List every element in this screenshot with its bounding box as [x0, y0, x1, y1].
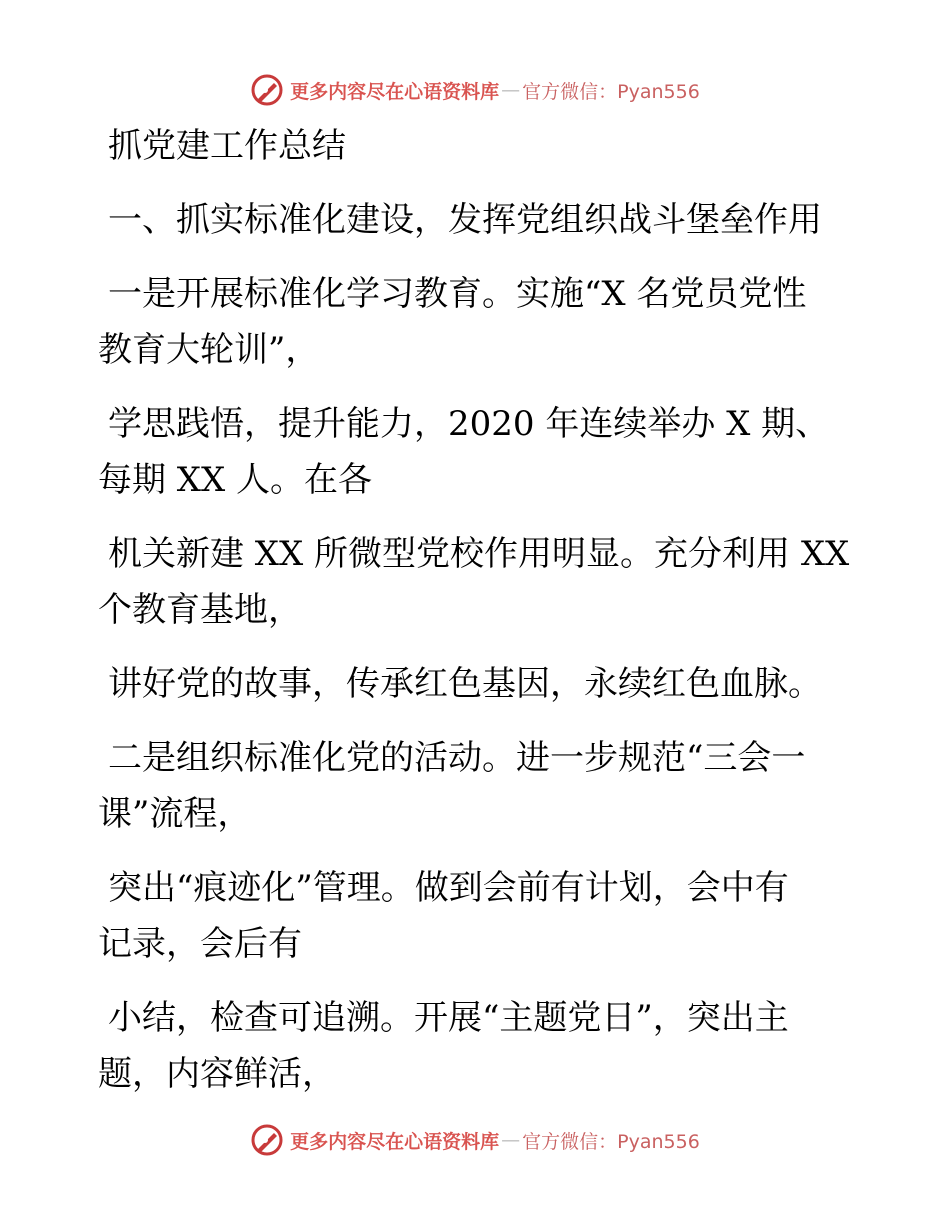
watermark-wechat-text: 官方微信：Pyan556 [522, 1130, 700, 1153]
paragraph-line: 题，内容鲜活， [98, 1054, 336, 1094]
paragraph-line: 每期 XX 人。在各 [98, 460, 373, 500]
section-heading: 一、抓实标准化建设，发挥党组织战斗堡垒作用 [108, 200, 822, 240]
pen-logo-icon [250, 73, 284, 107]
watermark-dash: — [501, 1129, 521, 1151]
header-watermark [0, 70, 950, 110]
watermark-main-text: 更多内容尽在心语资料库 [290, 1130, 500, 1153]
paragraph-line: 记录，会后有 [98, 924, 302, 964]
paragraph-line: 机关新建 XX 所微型党校作用明显。充分利用 XX [108, 534, 850, 574]
document-body [98, 118, 858, 1102]
watermark-main-text: 更多内容尽在心语资料库 [290, 80, 500, 103]
watermark-wechat-text: 官方微信：Pyan556 [522, 80, 700, 103]
pen-logo-icon [250, 1123, 284, 1157]
footer-watermark [0, 1120, 950, 1160]
paragraph-line: 一是开展标准化学习教育。实施“X 名党员党性 [108, 274, 807, 314]
watermark-dash: — [501, 79, 521, 101]
paragraph-line: 课”流程， [98, 794, 252, 834]
paragraph-line: 个教育基地， [98, 590, 302, 630]
paragraph-line: 小结，检查可追溯。开展“主题党日”，突出主 [108, 998, 789, 1038]
paragraph-line: 突出“痕迹化”管理。做到会前有计划，会中有 [108, 868, 789, 908]
paragraph-line: 学思践悟，提升能力，2020 年连续举办 X 期、 [108, 404, 830, 444]
document-title: 抓党建工作总结 [108, 126, 346, 166]
paragraph-line: 二是组织标准化党的活动。进一步规范“三会一 [108, 738, 806, 778]
paragraph-line: 教育大轮训”， [98, 330, 320, 370]
paragraph-line: 讲好党的故事，传承红色基因，永续红色血脉。 [108, 664, 822, 704]
